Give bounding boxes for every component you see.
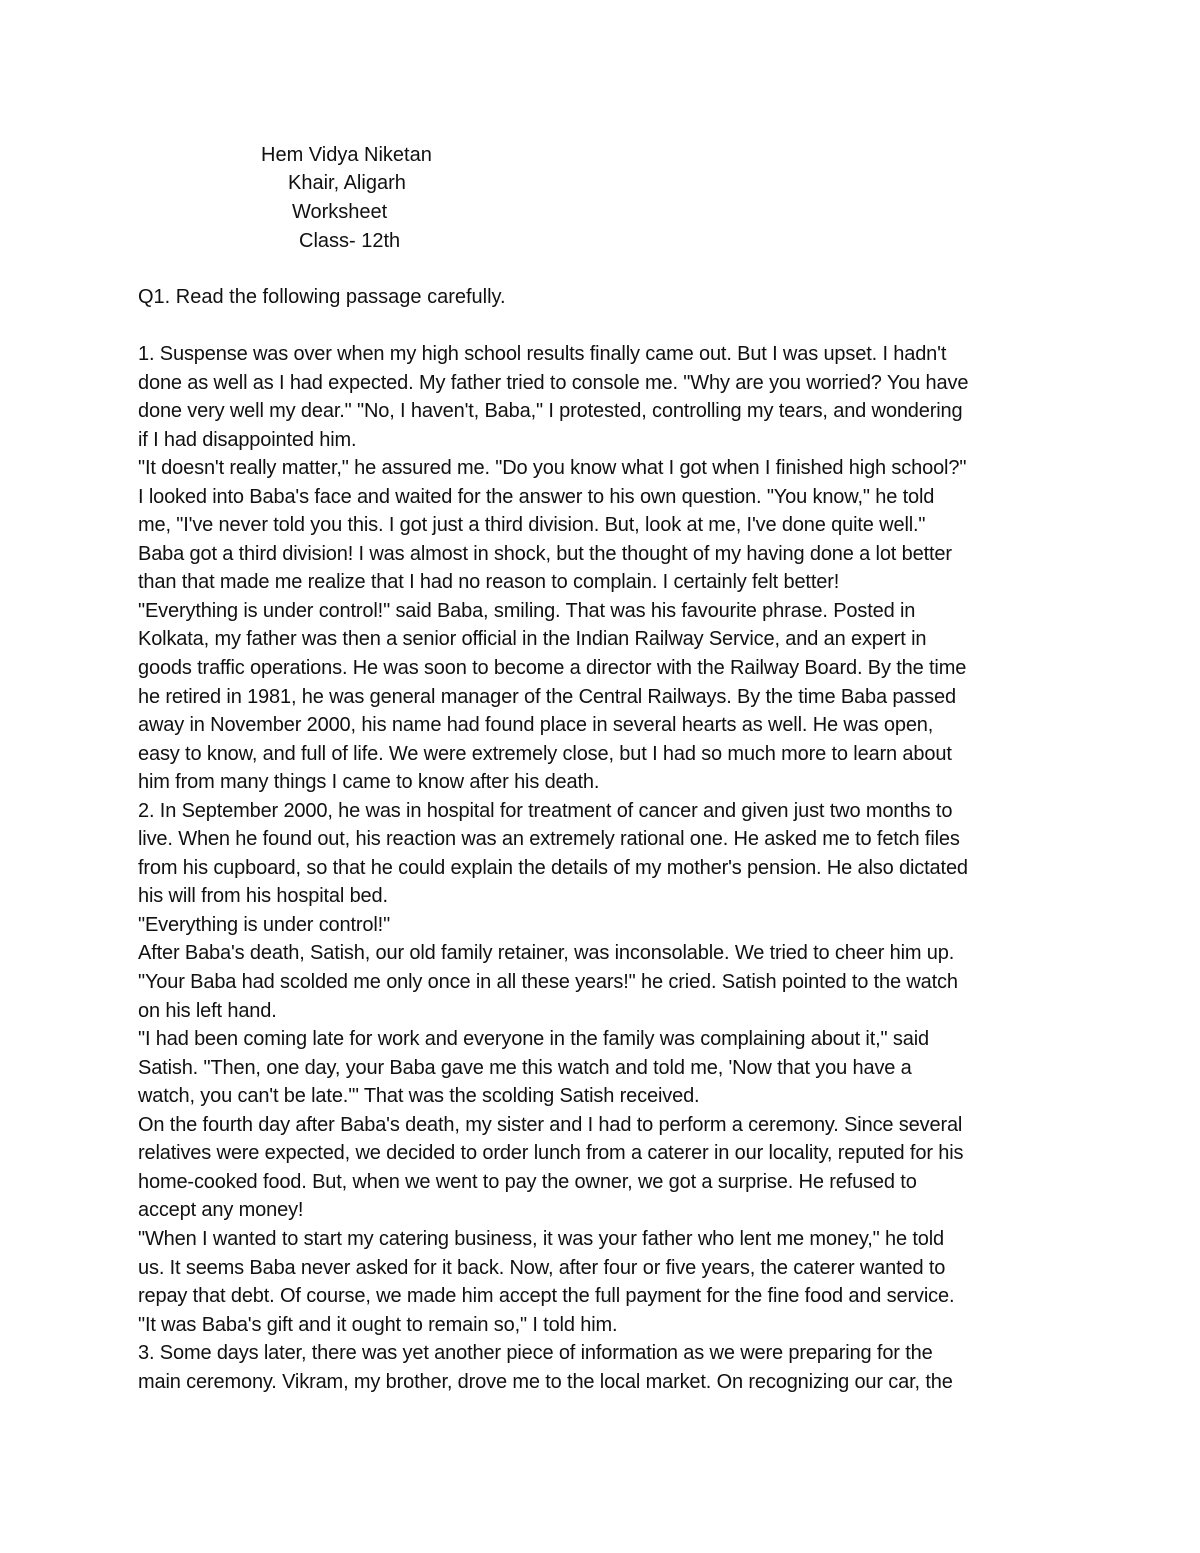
passage-line: 1. Suspense was over when my high school results finally came out. But I was upset. I hadn't <box>138 343 947 365</box>
passage-line: live. When he found out, his reaction was an extremely rational one. He asked me to fetch files <box>138 828 960 851</box>
passage-line: "It was Baba's gift and it ought to remain so," I told him. <box>138 1313 618 1336</box>
passage-line: if I had disappointed him. <box>138 428 357 451</box>
passage-line: Kolkata, my father was then a senior official in the Indian Railway Service, and an expert in <box>138 628 927 651</box>
passage-line: "Your Baba had scolded me only once in all these years!" he cried. Satish pointed to the watch <box>138 971 958 994</box>
question-heading: Q1. Read the following passage carefully. <box>138 286 506 308</box>
passage-line: 3. Some days later, there was yet another piece of information as we were preparing for the <box>138 1342 933 1365</box>
passage-line: "It doesn't really matter," he assured me. "Do you know what I got when I finished high school?" <box>138 457 967 480</box>
passage-line: on his left hand. <box>138 999 277 1022</box>
passage-line: I looked into Baba's face and waited for the answer to his own question. "You know," he told <box>138 485 935 508</box>
passage-line: relatives were expected, we decided to order lunch from a caterer in our locality, reputed for his <box>138 1142 964 1165</box>
passage-line: Baba got a third division! I was almost in shock, but the thought of my having done a lot better <box>138 542 952 565</box>
passage-line: 2. In September 2000, he was in hospital for treatment of cancer and given just two months to <box>138 799 953 822</box>
passage-line: "When I wanted to start my catering business, it was your father who lent me money," he told <box>138 1227 944 1250</box>
passage-line: away in November 2000, his name had found place in several hearts as well. He was open, <box>138 714 934 737</box>
passage-body <box>138 340 1068 1396</box>
passage-line: repay that debt. Of course, we made him accept the full payment for the fine food and service. <box>138 1285 955 1308</box>
passage-line: done as well as I had expected. My father tried to console me. "Why are you worried? You have <box>138 371 969 394</box>
passage-line: On the fourth day after Baba's death, my sister and I had to perform a ceremony. Since several <box>138 1113 963 1136</box>
passage-line: easy to know, and full of life. We were extremely close, but I had so much more to learn about <box>138 742 952 765</box>
passage-line: Satish. "Then, one day, your Baba gave me this watch and told me, 'Now that you have a <box>138 1056 912 1079</box>
class-label: Class- 12th <box>299 230 401 252</box>
school-name: Hem Vidya Niketan <box>261 144 432 166</box>
school-location: Khair, Aligarh <box>288 172 406 194</box>
passage-line: home-cooked food. But, when we went to pay the owner, we got a surprise. He refused to <box>138 1170 917 1193</box>
passage-line: "Everything is under control!" <box>138 913 391 936</box>
passage-line: accept any money! <box>138 1199 304 1222</box>
passage-line: "I had been coming late for work and everyone in the family was complaining about it," said <box>138 1028 929 1051</box>
document-type: Worksheet <box>292 201 388 223</box>
passage-line: done very well my dear." "No, I haven't, Baba," I protested, controlling my tears, and wondering <box>138 400 963 423</box>
passage-line: goods traffic operations. He was soon to become a director with the Railway Board. By the time <box>138 657 967 680</box>
passage-line: from his cupboard, so that he could explain the details of my mother's pension. He also dictated <box>138 856 968 879</box>
passage-line: "Everything is under control!" said Baba, smiling. That was his favourite phrase. Posted in <box>138 599 916 622</box>
passage-line: his will from his hospital bed. <box>138 885 388 908</box>
passage-line: he retired in 1981, he was general manager of the Central Railways. By the time Baba passed <box>138 685 956 708</box>
passage-line: After Baba's death, Satish, our old family retainer, was inconsolable. We tried to cheer him up. <box>138 942 955 965</box>
passage-line: than that made me realize that I had no reason to complain. I certainly felt better! <box>138 571 840 594</box>
passage-line: me, "I've never told you this. I got just a third division. But, look at me, I've done quite well." <box>138 514 926 537</box>
passage-line: watch, you can't be late.'" That was the scolding Satish received. <box>138 1085 700 1108</box>
passage-line: him from many things I came to know after his death. <box>138 771 600 794</box>
passage-line: us. It seems Baba never asked for it back. Now, after four or five years, the caterer wanted to <box>138 1256 946 1279</box>
passage-line: main ceremony. Vikram, my brother, drove me to the local market. On recognizing our car, the <box>138 1370 953 1393</box>
